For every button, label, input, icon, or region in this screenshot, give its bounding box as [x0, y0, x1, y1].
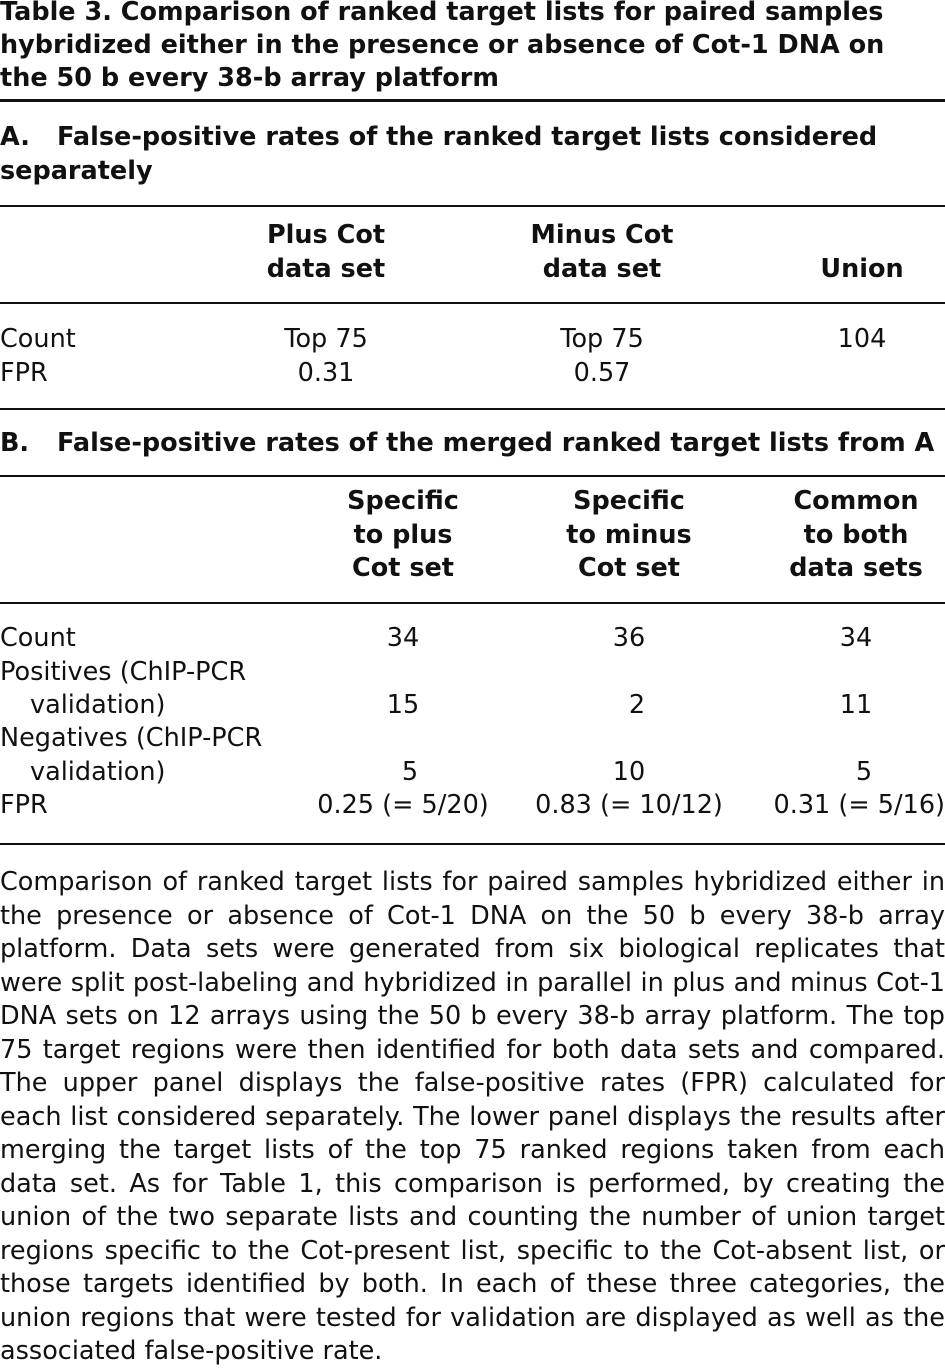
col-header-line: Cot set — [578, 553, 680, 583]
col-header-line: data sets — [789, 553, 923, 583]
panel-b-row-label: Count — [0, 623, 76, 653]
panel-b-row-label: Negatives (ChIP-PCR — [0, 723, 263, 753]
table-caption: Comparison of ranked target lists for paired samples hybridized either in the presence or absence of Cot-1 DNA on the 50 b every 38-b array platform. Data sets were generated from six biological replicates that were split post-labeling and hybridized in parallel in plus and minus Cot-1 DNA sets on 12 arrays using the 50 b every 38-b array platform. The top 75 target regions were then identified for both data sets and compared. The upper panel displays the false-positive rates (FPR) calculated for each list considered separately. The lower panel displays the results after merging the target lists of the top 75 ranked regions taken from each data set. As for Table 1, this comparison is performed, by creating the union of the two separate lists and counting the number of union target regions specific to the Cot-present list, specific to the Cot-absent list, or those targets identified by both. In each of these three categories, the union regions that were tested for validation are displayed as well as the associated false-positive rate. — [0, 867, 945, 1366]
panel-b-cell: 0.31 (= 5/16) — [773, 790, 945, 820]
panel-b-cell: 15 — [386, 690, 420, 720]
panel-b-col-plus — [303, 485, 503, 586]
panel-b-header-rule — [0, 475, 945, 477]
col-header-line: Plus Cot — [266, 220, 386, 250]
panel-a-row-label: FPR — [0, 358, 48, 388]
panel-a-cell: 104 — [837, 324, 887, 354]
col-header-line: data set — [266, 253, 386, 284]
panel-b-row-label-cont: validation) — [30, 690, 166, 720]
panel-b-cell: 0.25 (= 5/20) — [317, 790, 489, 820]
panel-b-cell: 10 — [612, 757, 646, 787]
panel-a-body-rule — [0, 302, 945, 304]
col-header-line: to minus — [566, 519, 692, 550]
panel-b-body-rule — [0, 602, 945, 604]
col-header-line: Union — [820, 253, 904, 284]
panel-b-cell: 34 — [386, 623, 420, 653]
panel-a-heading — [0, 120, 940, 188]
top-rule — [0, 99, 945, 102]
panel-a-cell: 0.57 — [573, 358, 631, 388]
col-header-line: Common — [793, 486, 919, 516]
panel-b-row-label-cont: validation) — [30, 757, 166, 787]
panel-b-cell: 34 — [839, 623, 873, 653]
panel-b-cell: 0.83 (= 10/12) — [535, 790, 723, 820]
col-header-line: Specific — [347, 486, 459, 516]
panel-a-cell: Top 75 — [560, 324, 644, 354]
panel-a-col-minus-cot — [502, 219, 702, 286]
panel-b-cell: 5 — [401, 757, 419, 787]
panel-b-col-minus — [529, 485, 729, 586]
panel-a-row-label: Count — [0, 324, 76, 354]
col-header-line: to both — [803, 519, 909, 550]
panel-a-header-rule — [0, 205, 945, 207]
table-title: Table 3. Comparison of ranked target lists for paired samples hybridized either in the presence or absence of Cot-1 DNA on the 50 b every 38-b array platform — [0, 0, 885, 93]
col-header-line: data set — [542, 253, 662, 284]
table-bottom-rule — [0, 843, 945, 845]
panel-a-cell: 0.31 — [297, 358, 355, 388]
col-header-line: to plus — [353, 519, 453, 550]
panel-a-letter: A. — [0, 122, 30, 152]
col-header-line: Cot set — [352, 553, 454, 583]
panel-a-bottom-rule — [0, 408, 945, 410]
panel-b-cell: 36 — [612, 623, 646, 653]
col-header-line — [762, 219, 945, 253]
panel-b-col-common — [756, 485, 945, 586]
panel-b-title: False-positive rates of the merged ranked target lists from A — [57, 428, 935, 458]
panel-a-col-union — [762, 219, 945, 286]
col-header-line: Minus Cot — [530, 220, 674, 250]
panel-b-letter: B. — [0, 428, 30, 458]
panel-a-col-plus-cot — [226, 219, 426, 286]
panel-a-cell: Top 75 — [284, 324, 368, 354]
panel-b-cell: 2 — [628, 690, 646, 720]
panel-b-heading — [0, 426, 940, 460]
col-header-line: Specific — [573, 486, 685, 516]
panel-b-cell: 11 — [839, 690, 873, 720]
panel-b-row-label: Positives (ChIP-PCR — [0, 657, 247, 687]
panel-b-cell: 5 — [855, 757, 873, 787]
panel-b-row-label: FPR — [0, 790, 48, 820]
panel-a-title: False-positive rates of the ranked target lists considered separately — [0, 122, 878, 186]
